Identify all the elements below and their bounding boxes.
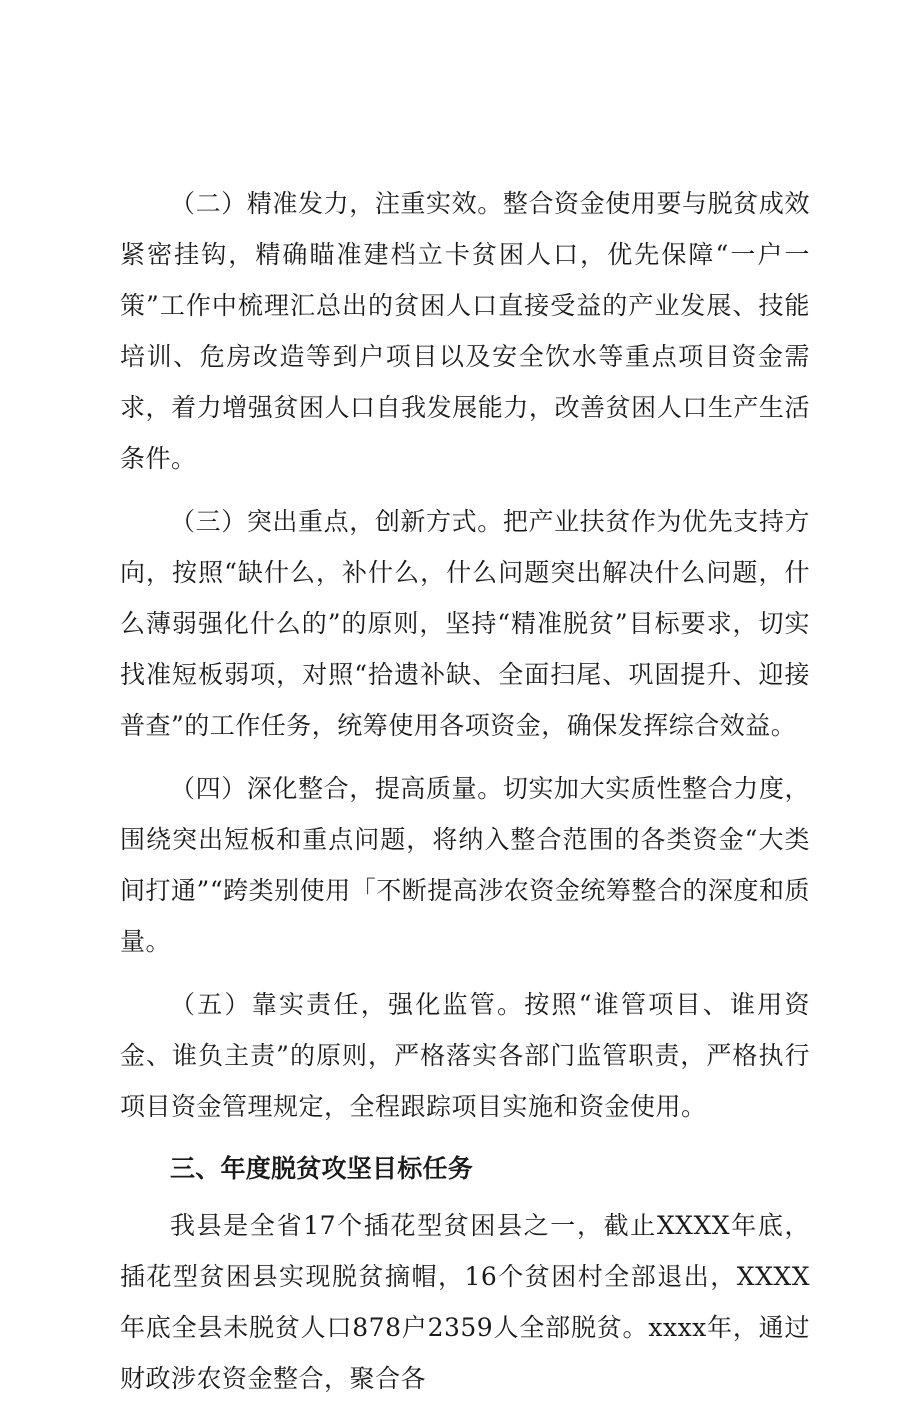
paragraph-county-overview: 我县是全省17个插花型贫困县之一，截止XXXX年底，插花型贫困县实现脱贫摘帽，16个贫困村全部退出，XXXX年底全县未脱贫人口878户2359人全部脱贫。xxxx年，通过财政涉农资金整合，聚合各 [120,1211,810,1393]
document-page [120,178,810,1404]
paragraph-deepen-integration: （四）深化整合，提高质量。切实加大实质性整合力度，围绕突出短板和重点问题，将纳入整合范围的各类资金“大类间打通”“跨类别使用「不断提高涉农资金统筹整合的深度和质量。 [120,774,810,956]
paragraph-highlight-priorities: （三）突出重点，创新方式。把产业扶贫作为优先支持方向，按照“缺什么，补什么，什么问题突出解决什么问题，什么薄弱强化什么的”的原则，坚持“精准脱贫”目标要求，切实找准短板弱项，对照“拾遗补缺、全面扫尾、巩固提升、迎接普查”的工作任务，统筹使用各项资金，确保发挥综合效益。 [120,507,810,740]
paragraph-responsibility-supervision: （五）靠实责任，强化监管。按照“谁管项目、谁用资金、谁负主责”的原则，严格落实各部门监管职责，严格执行项目资金管理规定，全程跟踪项目实施和资金使用。 [120,990,810,1121]
paragraph-precise-effort: （二）精准发力，注重实效。整合资金使用要与脱贫成效紧密挂钩，精确瞄准建档立卡贫困人口，优先保障“一户一策”工作中梳理汇总出的贫困人口直接受益的产业发展、技能培训、危房改造等到户项目以及安全饮水等重点项目资金需求，着力增强贫困人口自我发展能力，改善贫困人口生产生活条件。 [120,189,810,473]
section-heading: 三、年度脱贫攻坚目标任务 [170,1154,474,1183]
